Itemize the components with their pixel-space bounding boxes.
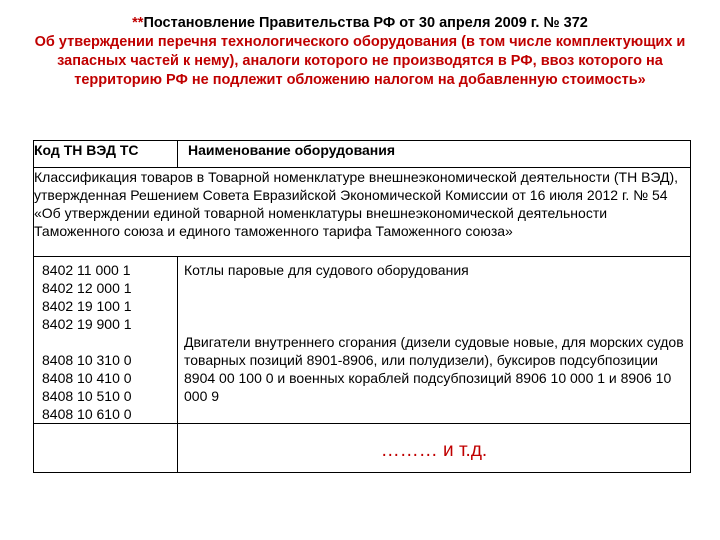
code-group-boilers xyxy=(42,261,177,333)
title-stars: ** xyxy=(132,15,144,31)
equipment-table xyxy=(33,140,691,473)
etc-cell xyxy=(178,424,691,473)
code-item: 8402 19 100 1 xyxy=(42,298,132,314)
table-row xyxy=(34,257,691,424)
code-item: 8408 10 510 0 xyxy=(42,388,132,404)
header-equipment: Наименование оборудования xyxy=(178,141,691,168)
code-item: 8402 12 000 1 xyxy=(42,280,132,296)
description-cell xyxy=(178,257,691,424)
table-header-row xyxy=(34,141,691,168)
code-item: 8402 19 900 1 xyxy=(42,316,132,332)
description-boilers: Котлы паровые для судового оборудования xyxy=(184,262,469,278)
title-line xyxy=(20,14,700,33)
description-engines: Двигатели внутреннего сгорания (дизели судовые новые, для морских судов товарных позиций 8901-8906, или полудизели), буксиров подсубпозиции 8904 00 100 0 и военных кораблей подсубпозиций 8906 10 000 1 и 8906 10 000 9 xyxy=(184,334,684,404)
code-item: 8408 10 410 0 xyxy=(42,370,132,386)
code-group-engines xyxy=(42,351,177,423)
decree-title: Постановление Правительства РФ от 30 апреля 2009 г. № 372 xyxy=(143,15,588,31)
classification-row xyxy=(34,168,691,257)
decree-subtitle: Об утверждении перечня технологического оборудования (в том числе комплектующих и запасных частей к нему), аналоги которого не производятся в РФ, ввоз которого на территорию РФ не подлежит обложению налогом на добавленную стоимость» xyxy=(34,34,686,88)
classification-text: Классификация товаров в Товарной номенклатуре внешнеэкономической деятельности (ТН ВЭД), утвержденная Решением Совета Евразийской Экономической Комиссии от 16 июля 2012 г. № 54 «Об утверждении единой товарной номенклатуры внешнеэкономической деятельности Таможенного союза и единого таможенного тарифа Таможенного союза» xyxy=(34,168,691,257)
table-row-etc xyxy=(34,424,691,473)
slide-title xyxy=(20,14,700,90)
code-item: 8408 10 310 0 xyxy=(42,352,132,368)
codes-cell xyxy=(34,257,178,424)
code-item: 8402 11 000 1 xyxy=(42,262,131,278)
header-code: Код ТН ВЭД ТС xyxy=(34,141,178,168)
code-item: 8408 10 610 0 xyxy=(42,406,132,422)
etc-text: ……… и т.д. xyxy=(380,440,488,461)
empty-cell xyxy=(34,424,178,473)
